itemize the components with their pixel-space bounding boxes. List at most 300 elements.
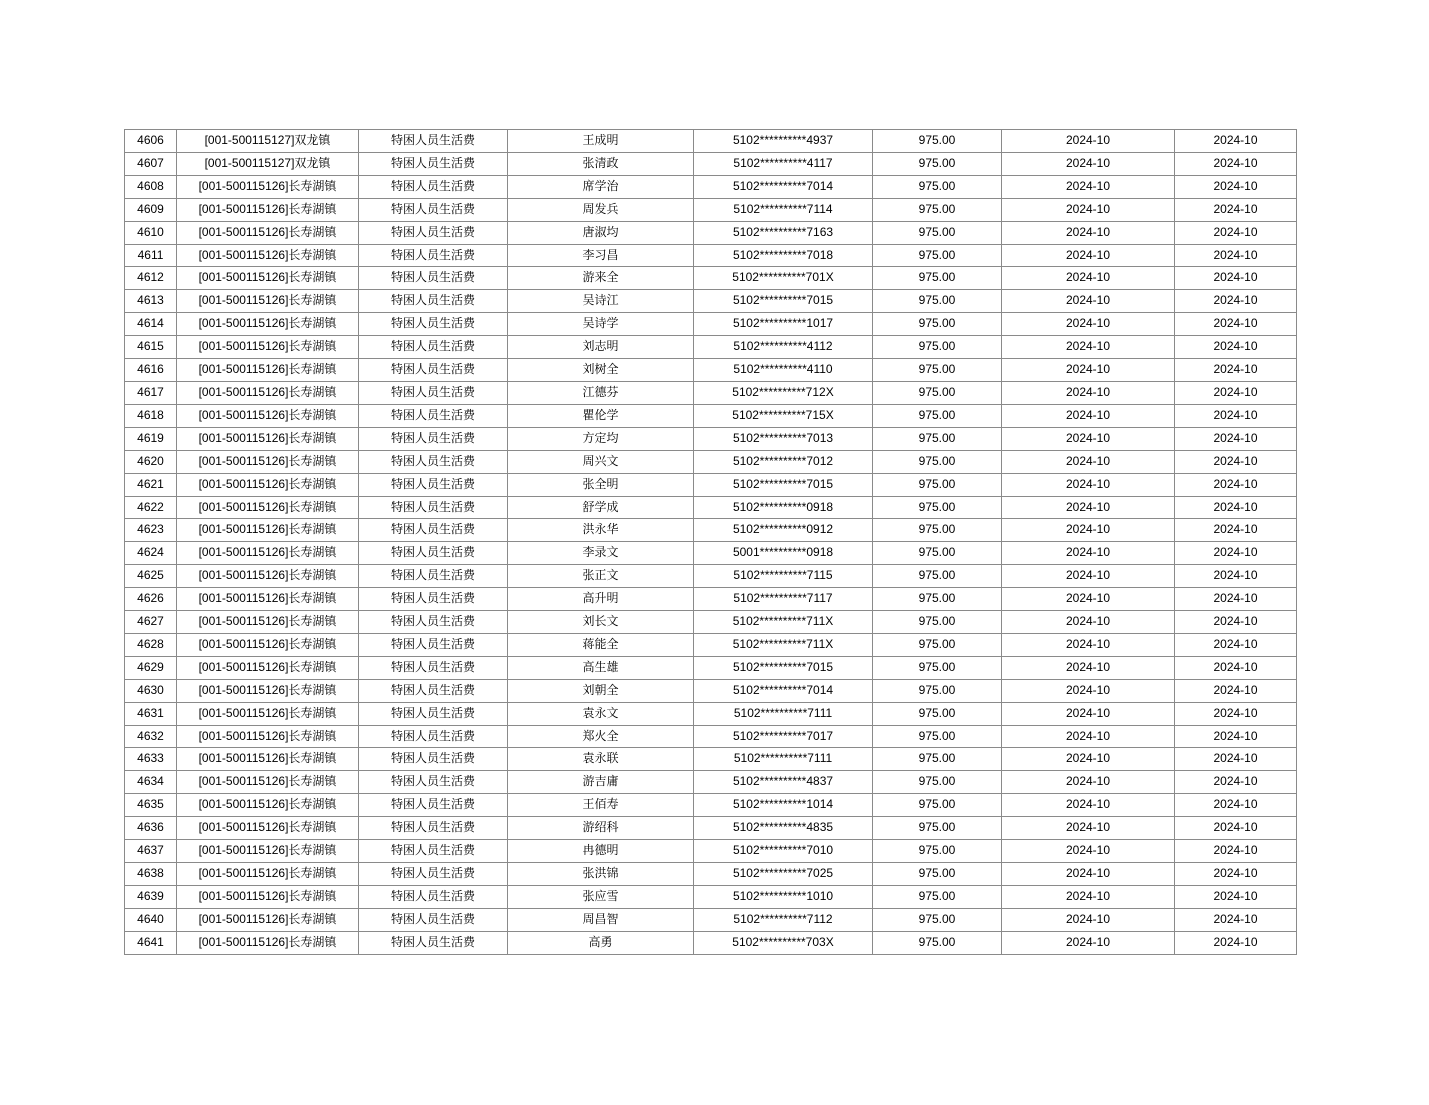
cell-person-name: 张清政	[508, 152, 694, 175]
table-row	[125, 931, 1297, 954]
cell-district-code: [001-500115126]长寿湖镇	[177, 198, 359, 221]
table-row	[125, 588, 1297, 611]
cell-month-1: 2024-10	[1002, 359, 1175, 382]
table-row	[125, 175, 1297, 198]
cell-id-number: 5102**********4110	[694, 359, 873, 382]
table-row	[125, 885, 1297, 908]
cell-month-1: 2024-10	[1002, 840, 1175, 863]
cell-amount: 975.00	[873, 863, 1002, 886]
table-row	[125, 611, 1297, 634]
cell-person-name: 冉德明	[508, 840, 694, 863]
cell-row-number: 4615	[125, 336, 177, 359]
cell-month-2: 2024-10	[1175, 702, 1297, 725]
table-row	[125, 381, 1297, 404]
cell-person-name: 洪永华	[508, 519, 694, 542]
cell-row-number: 4612	[125, 267, 177, 290]
cell-row-number: 4632	[125, 725, 177, 748]
cell-month-1: 2024-10	[1002, 702, 1175, 725]
cell-subsidy-type: 特困人员生活费	[359, 267, 508, 290]
cell-district-code: [001-500115126]长寿湖镇	[177, 725, 359, 748]
cell-amount: 975.00	[873, 244, 1002, 267]
cell-row-number: 4607	[125, 152, 177, 175]
cell-subsidy-type: 特困人员生活费	[359, 336, 508, 359]
cell-id-number: 5102**********711X	[694, 611, 873, 634]
cell-district-code: [001-500115126]长寿湖镇	[177, 588, 359, 611]
subsidy-table-body	[125, 130, 1297, 955]
cell-person-name: 李习昌	[508, 244, 694, 267]
cell-subsidy-type: 特困人员生活费	[359, 359, 508, 382]
cell-district-code: [001-500115126]长寿湖镇	[177, 221, 359, 244]
cell-id-number: 5102**********701X	[694, 267, 873, 290]
cell-id-number: 5102**********0918	[694, 496, 873, 519]
cell-person-name: 周昌智	[508, 908, 694, 931]
cell-amount: 975.00	[873, 794, 1002, 817]
cell-person-name: 张全明	[508, 473, 694, 496]
cell-month-1: 2024-10	[1002, 336, 1175, 359]
cell-subsidy-type: 特困人员生活费	[359, 931, 508, 954]
table-row	[125, 702, 1297, 725]
cell-month-1: 2024-10	[1002, 863, 1175, 886]
cell-id-number: 5102**********1010	[694, 885, 873, 908]
cell-id-number: 5102**********4937	[694, 130, 873, 153]
cell-id-number: 5102**********703X	[694, 931, 873, 954]
cell-district-code: [001-500115126]长寿湖镇	[177, 817, 359, 840]
cell-month-2: 2024-10	[1175, 565, 1297, 588]
cell-amount: 975.00	[873, 771, 1002, 794]
subsidy-table	[124, 129, 1297, 955]
cell-amount: 975.00	[873, 633, 1002, 656]
cell-person-name: 刘朝全	[508, 679, 694, 702]
cell-subsidy-type: 特困人员生活费	[359, 565, 508, 588]
cell-row-number: 4641	[125, 931, 177, 954]
cell-district-code: [001-500115126]长寿湖镇	[177, 679, 359, 702]
cell-district-code: [001-500115126]长寿湖镇	[177, 863, 359, 886]
cell-amount: 975.00	[873, 817, 1002, 840]
cell-month-2: 2024-10	[1175, 863, 1297, 886]
cell-month-1: 2024-10	[1002, 427, 1175, 450]
cell-district-code: [001-500115126]长寿湖镇	[177, 771, 359, 794]
cell-person-name: 吴诗江	[508, 290, 694, 313]
cell-month-2: 2024-10	[1175, 198, 1297, 221]
cell-month-1: 2024-10	[1002, 267, 1175, 290]
cell-row-number: 4640	[125, 908, 177, 931]
cell-amount: 975.00	[873, 336, 1002, 359]
cell-id-number: 5102**********4117	[694, 152, 873, 175]
cell-amount: 975.00	[873, 175, 1002, 198]
cell-month-1: 2024-10	[1002, 771, 1175, 794]
cell-subsidy-type: 特困人员生活费	[359, 794, 508, 817]
cell-id-number: 5102**********712X	[694, 381, 873, 404]
cell-month-1: 2024-10	[1002, 794, 1175, 817]
cell-district-code: [001-500115126]长寿湖镇	[177, 748, 359, 771]
cell-id-number: 5102**********7015	[694, 290, 873, 313]
cell-row-number: 4630	[125, 679, 177, 702]
cell-month-2: 2024-10	[1175, 427, 1297, 450]
cell-row-number: 4608	[125, 175, 177, 198]
cell-subsidy-type: 特困人员生活费	[359, 542, 508, 565]
cell-person-name: 刘志明	[508, 336, 694, 359]
cell-amount: 975.00	[873, 519, 1002, 542]
cell-row-number: 4639	[125, 885, 177, 908]
cell-subsidy-type: 特困人员生活费	[359, 519, 508, 542]
cell-amount: 975.00	[873, 656, 1002, 679]
cell-district-code: [001-500115126]长寿湖镇	[177, 656, 359, 679]
cell-subsidy-type: 特困人员生活费	[359, 588, 508, 611]
cell-month-2: 2024-10	[1175, 496, 1297, 519]
cell-district-code: [001-500115126]长寿湖镇	[177, 404, 359, 427]
table-row	[125, 450, 1297, 473]
cell-row-number: 4623	[125, 519, 177, 542]
cell-district-code: [001-500115126]长寿湖镇	[177, 702, 359, 725]
cell-amount: 975.00	[873, 702, 1002, 725]
cell-district-code: [001-500115126]长寿湖镇	[177, 290, 359, 313]
cell-month-1: 2024-10	[1002, 290, 1175, 313]
cell-person-name: 游来全	[508, 267, 694, 290]
cell-person-name: 周兴文	[508, 450, 694, 473]
cell-amount: 975.00	[873, 725, 1002, 748]
cell-id-number: 5102**********7115	[694, 565, 873, 588]
cell-row-number: 4611	[125, 244, 177, 267]
cell-month-1: 2024-10	[1002, 519, 1175, 542]
cell-month-2: 2024-10	[1175, 908, 1297, 931]
cell-month-2: 2024-10	[1175, 771, 1297, 794]
cell-month-2: 2024-10	[1175, 221, 1297, 244]
cell-amount: 975.00	[873, 198, 1002, 221]
table-row	[125, 336, 1297, 359]
cell-month-1: 2024-10	[1002, 198, 1175, 221]
cell-subsidy-type: 特困人员生活费	[359, 908, 508, 931]
cell-subsidy-type: 特困人员生活费	[359, 656, 508, 679]
table-row	[125, 496, 1297, 519]
cell-amount: 975.00	[873, 931, 1002, 954]
cell-id-number: 5102**********711X	[694, 633, 873, 656]
cell-subsidy-type: 特困人员生活费	[359, 473, 508, 496]
cell-person-name: 高升明	[508, 588, 694, 611]
cell-amount: 975.00	[873, 908, 1002, 931]
cell-row-number: 4627	[125, 611, 177, 634]
cell-id-number: 5102**********7015	[694, 473, 873, 496]
cell-district-code: [001-500115126]长寿湖镇	[177, 473, 359, 496]
table-row	[125, 427, 1297, 450]
cell-row-number: 4624	[125, 542, 177, 565]
cell-month-2: 2024-10	[1175, 473, 1297, 496]
cell-month-2: 2024-10	[1175, 290, 1297, 313]
cell-amount: 975.00	[873, 473, 1002, 496]
cell-row-number: 4636	[125, 817, 177, 840]
cell-month-1: 2024-10	[1002, 381, 1175, 404]
table-row	[125, 130, 1297, 153]
cell-id-number: 5001**********0918	[694, 542, 873, 565]
cell-amount: 975.00	[873, 221, 1002, 244]
cell-district-code: [001-500115126]长寿湖镇	[177, 611, 359, 634]
cell-person-name: 张应雪	[508, 885, 694, 908]
table-row	[125, 473, 1297, 496]
cell-row-number: 4620	[125, 450, 177, 473]
cell-person-name: 舒学成	[508, 496, 694, 519]
cell-subsidy-type: 特困人员生活费	[359, 611, 508, 634]
cell-subsidy-type: 特困人员生活费	[359, 885, 508, 908]
cell-subsidy-type: 特困人员生活费	[359, 748, 508, 771]
cell-month-2: 2024-10	[1175, 359, 1297, 382]
cell-month-1: 2024-10	[1002, 588, 1175, 611]
cell-amount: 975.00	[873, 359, 1002, 382]
cell-amount: 975.00	[873, 565, 1002, 588]
table-row	[125, 794, 1297, 817]
cell-amount: 975.00	[873, 588, 1002, 611]
cell-subsidy-type: 特困人员生活费	[359, 496, 508, 519]
cell-id-number: 5102**********7010	[694, 840, 873, 863]
cell-row-number: 4626	[125, 588, 177, 611]
cell-person-name: 高生雄	[508, 656, 694, 679]
cell-person-name: 蒋能全	[508, 633, 694, 656]
cell-district-code: [001-500115126]长寿湖镇	[177, 313, 359, 336]
cell-row-number: 4606	[125, 130, 177, 153]
cell-amount: 975.00	[873, 130, 1002, 153]
table-row	[125, 221, 1297, 244]
table-row	[125, 404, 1297, 427]
table-row	[125, 633, 1297, 656]
cell-month-1: 2024-10	[1002, 885, 1175, 908]
cell-district-code: [001-500115126]长寿湖镇	[177, 359, 359, 382]
cell-subsidy-type: 特困人员生活费	[359, 633, 508, 656]
table-row	[125, 244, 1297, 267]
cell-row-number: 4619	[125, 427, 177, 450]
cell-row-number: 4621	[125, 473, 177, 496]
cell-subsidy-type: 特困人员生活费	[359, 863, 508, 886]
cell-id-number: 5102**********0912	[694, 519, 873, 542]
table-row	[125, 313, 1297, 336]
cell-person-name: 刘长文	[508, 611, 694, 634]
cell-row-number: 4635	[125, 794, 177, 817]
cell-subsidy-type: 特困人员生活费	[359, 221, 508, 244]
cell-row-number: 4609	[125, 198, 177, 221]
cell-subsidy-type: 特困人员生活费	[359, 427, 508, 450]
cell-month-1: 2024-10	[1002, 221, 1175, 244]
cell-person-name: 袁永文	[508, 702, 694, 725]
cell-id-number: 5102**********7014	[694, 175, 873, 198]
cell-month-2: 2024-10	[1175, 611, 1297, 634]
cell-month-1: 2024-10	[1002, 244, 1175, 267]
cell-month-2: 2024-10	[1175, 931, 1297, 954]
cell-amount: 975.00	[873, 404, 1002, 427]
cell-row-number: 4628	[125, 633, 177, 656]
cell-person-name: 吴诗学	[508, 313, 694, 336]
cell-amount: 975.00	[873, 152, 1002, 175]
cell-month-2: 2024-10	[1175, 244, 1297, 267]
cell-id-number: 5102**********7111	[694, 702, 873, 725]
cell-district-code: [001-500115126]长寿湖镇	[177, 542, 359, 565]
cell-month-1: 2024-10	[1002, 496, 1175, 519]
cell-row-number: 4633	[125, 748, 177, 771]
cell-person-name: 王成明	[508, 130, 694, 153]
cell-district-code: [001-500115126]长寿湖镇	[177, 885, 359, 908]
cell-month-1: 2024-10	[1002, 130, 1175, 153]
cell-amount: 975.00	[873, 679, 1002, 702]
cell-id-number: 5102**********7018	[694, 244, 873, 267]
cell-month-2: 2024-10	[1175, 656, 1297, 679]
cell-month-1: 2024-10	[1002, 565, 1175, 588]
cell-month-1: 2024-10	[1002, 450, 1175, 473]
cell-id-number: 5102**********7025	[694, 863, 873, 886]
cell-month-2: 2024-10	[1175, 679, 1297, 702]
cell-district-code: [001-500115126]长寿湖镇	[177, 565, 359, 588]
cell-month-2: 2024-10	[1175, 794, 1297, 817]
cell-month-2: 2024-10	[1175, 404, 1297, 427]
cell-subsidy-type: 特困人员生活费	[359, 771, 508, 794]
cell-id-number: 5102**********715X	[694, 404, 873, 427]
cell-id-number: 5102**********7117	[694, 588, 873, 611]
cell-month-2: 2024-10	[1175, 313, 1297, 336]
cell-subsidy-type: 特困人员生活费	[359, 244, 508, 267]
cell-row-number: 4622	[125, 496, 177, 519]
table-row	[125, 725, 1297, 748]
cell-row-number: 4625	[125, 565, 177, 588]
cell-month-2: 2024-10	[1175, 152, 1297, 175]
cell-amount: 975.00	[873, 840, 1002, 863]
cell-district-code: [001-500115126]长寿湖镇	[177, 267, 359, 290]
cell-person-name: 江德芬	[508, 381, 694, 404]
cell-person-name: 袁永联	[508, 748, 694, 771]
table-row	[125, 198, 1297, 221]
cell-person-name: 王佰寿	[508, 794, 694, 817]
cell-district-code: [001-500115126]长寿湖镇	[177, 496, 359, 519]
cell-month-2: 2024-10	[1175, 130, 1297, 153]
cell-row-number: 4638	[125, 863, 177, 886]
cell-row-number: 4631	[125, 702, 177, 725]
cell-id-number: 5102**********7111	[694, 748, 873, 771]
cell-district-code: [001-500115126]长寿湖镇	[177, 840, 359, 863]
cell-person-name: 唐淑均	[508, 221, 694, 244]
cell-amount: 975.00	[873, 496, 1002, 519]
cell-district-code: [001-500115126]长寿湖镇	[177, 244, 359, 267]
cell-subsidy-type: 特困人员生活费	[359, 290, 508, 313]
cell-row-number: 4614	[125, 313, 177, 336]
cell-amount: 975.00	[873, 267, 1002, 290]
cell-month-2: 2024-10	[1175, 519, 1297, 542]
cell-person-name: 游吉庸	[508, 771, 694, 794]
cell-district-code: [001-500115126]长寿湖镇	[177, 519, 359, 542]
cell-amount: 975.00	[873, 885, 1002, 908]
cell-month-2: 2024-10	[1175, 725, 1297, 748]
table-row	[125, 519, 1297, 542]
table-row	[125, 656, 1297, 679]
cell-subsidy-type: 特困人员生活费	[359, 679, 508, 702]
cell-amount: 975.00	[873, 450, 1002, 473]
cell-month-2: 2024-10	[1175, 633, 1297, 656]
cell-subsidy-type: 特困人员生活费	[359, 702, 508, 725]
cell-month-2: 2024-10	[1175, 748, 1297, 771]
cell-district-code: [001-500115126]长寿湖镇	[177, 175, 359, 198]
cell-subsidy-type: 特困人员生活费	[359, 313, 508, 336]
cell-month-1: 2024-10	[1002, 542, 1175, 565]
cell-id-number: 5102**********7015	[694, 656, 873, 679]
cell-id-number: 5102**********7013	[694, 427, 873, 450]
table-row	[125, 863, 1297, 886]
table-row	[125, 359, 1297, 382]
cell-district-code: [001-500115126]长寿湖镇	[177, 381, 359, 404]
table-row	[125, 679, 1297, 702]
cell-person-name: 高勇	[508, 931, 694, 954]
cell-subsidy-type: 特困人员生活费	[359, 152, 508, 175]
cell-row-number: 4616	[125, 359, 177, 382]
cell-month-2: 2024-10	[1175, 817, 1297, 840]
cell-month-1: 2024-10	[1002, 908, 1175, 931]
cell-district-code: [001-500115126]长寿湖镇	[177, 450, 359, 473]
cell-district-code: [001-500115127]双龙镇	[177, 130, 359, 153]
table-row	[125, 771, 1297, 794]
cell-month-2: 2024-10	[1175, 336, 1297, 359]
table-row	[125, 748, 1297, 771]
cell-month-1: 2024-10	[1002, 313, 1175, 336]
cell-person-name: 周发兵	[508, 198, 694, 221]
cell-id-number: 5102**********4835	[694, 817, 873, 840]
table-row	[125, 840, 1297, 863]
cell-person-name: 瞿伦学	[508, 404, 694, 427]
table-row	[125, 817, 1297, 840]
cell-amount: 975.00	[873, 381, 1002, 404]
subsidy-table-container	[124, 129, 1297, 955]
cell-row-number: 4617	[125, 381, 177, 404]
cell-month-1: 2024-10	[1002, 633, 1175, 656]
cell-row-number: 4634	[125, 771, 177, 794]
cell-subsidy-type: 特困人员生活费	[359, 130, 508, 153]
cell-month-2: 2024-10	[1175, 175, 1297, 198]
cell-amount: 975.00	[873, 542, 1002, 565]
cell-district-code: [001-500115127]双龙镇	[177, 152, 359, 175]
cell-person-name: 席学治	[508, 175, 694, 198]
cell-subsidy-type: 特困人员生活费	[359, 725, 508, 748]
cell-month-1: 2024-10	[1002, 931, 1175, 954]
cell-id-number: 5102**********7014	[694, 679, 873, 702]
cell-district-code: [001-500115126]长寿湖镇	[177, 908, 359, 931]
cell-amount: 975.00	[873, 290, 1002, 313]
table-row	[125, 908, 1297, 931]
cell-month-1: 2024-10	[1002, 404, 1175, 427]
cell-subsidy-type: 特困人员生活费	[359, 198, 508, 221]
cell-id-number: 5102**********7017	[694, 725, 873, 748]
cell-row-number: 4610	[125, 221, 177, 244]
cell-district-code: [001-500115126]长寿湖镇	[177, 931, 359, 954]
cell-month-1: 2024-10	[1002, 748, 1175, 771]
cell-district-code: [001-500115126]长寿湖镇	[177, 336, 359, 359]
cell-month-2: 2024-10	[1175, 588, 1297, 611]
cell-id-number: 5102**********7012	[694, 450, 873, 473]
table-row	[125, 152, 1297, 175]
cell-person-name: 张正文	[508, 565, 694, 588]
cell-amount: 975.00	[873, 313, 1002, 336]
cell-person-name: 方定均	[508, 427, 694, 450]
cell-row-number: 4629	[125, 656, 177, 679]
cell-month-2: 2024-10	[1175, 381, 1297, 404]
cell-month-1: 2024-10	[1002, 725, 1175, 748]
cell-amount: 975.00	[873, 611, 1002, 634]
cell-month-2: 2024-10	[1175, 542, 1297, 565]
cell-person-name: 刘树全	[508, 359, 694, 382]
table-row	[125, 290, 1297, 313]
cell-amount: 975.00	[873, 427, 1002, 450]
cell-id-number: 5102**********4112	[694, 336, 873, 359]
cell-amount: 975.00	[873, 748, 1002, 771]
cell-month-1: 2024-10	[1002, 175, 1175, 198]
cell-person-name: 李录文	[508, 542, 694, 565]
cell-id-number: 5102**********7112	[694, 908, 873, 931]
cell-person-name: 游绍科	[508, 817, 694, 840]
cell-district-code: [001-500115126]长寿湖镇	[177, 427, 359, 450]
cell-month-1: 2024-10	[1002, 656, 1175, 679]
cell-row-number: 4618	[125, 404, 177, 427]
table-row	[125, 267, 1297, 290]
cell-month-2: 2024-10	[1175, 450, 1297, 473]
